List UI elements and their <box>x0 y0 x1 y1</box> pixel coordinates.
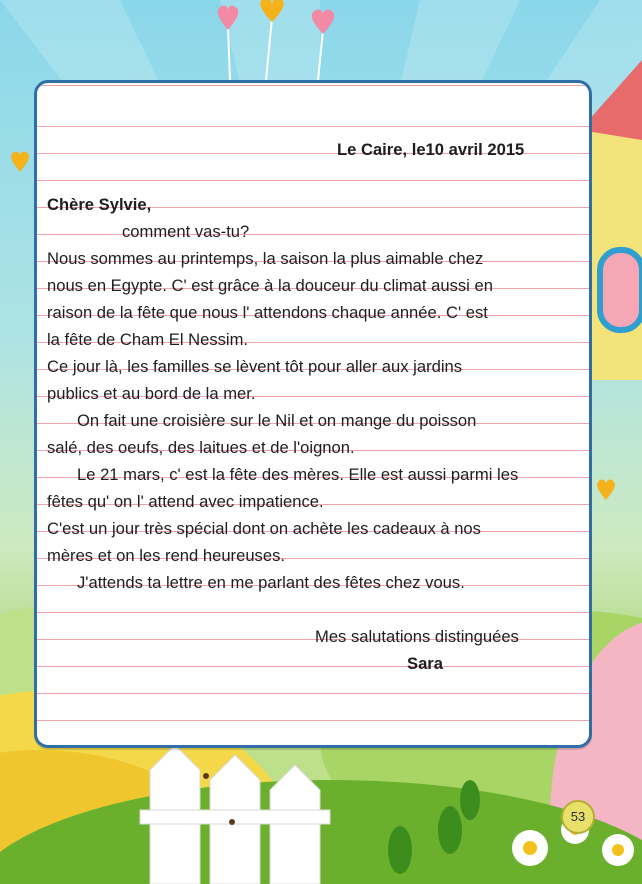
letter-line: mères et on les rend heureuses. <box>47 546 285 565</box>
letter-line: fêtes qu' on l' attend avec impatience. <box>47 492 324 511</box>
letter-line: Nous sommes au printemps, la saison la plus aimable chez <box>47 249 484 268</box>
letter-closing: Mes salutations distinguées <box>315 627 519 646</box>
letter-line: salé, des oeufs, des laitues et de l'oignon. <box>47 438 355 457</box>
letter-line: On fait une croisière sur le Nil et on mange du poisson <box>77 411 477 430</box>
letter-line: Ce jour là, les familles se lèvent tôt pour aller aux jardins <box>47 357 463 376</box>
letter-line: J'attends ta lettre en me parlant des fêtes chez vous. <box>77 573 465 592</box>
letter-date: Le Caire, le10 avril 2015 <box>337 140 525 159</box>
letter-greeting: Chère Sylvie, <box>47 195 152 214</box>
letter-line: Le 21 mars, c' est la fête des mères. Elle est aussi parmi les <box>77 465 519 484</box>
letter-line: C'est un jour très spécial dont on achète les cadeaux à nos <box>47 519 481 538</box>
letter-line: publics et au bord de la mer. <box>47 384 256 403</box>
letter-line: nous en Egypte. C' est grâce à la douceur du climat aussi en <box>47 276 493 295</box>
letter-line: raison de la fête que nous l' attendons chaque année. C' est <box>47 303 488 322</box>
letter-paper <box>34 80 592 748</box>
page-number-badge: 53 <box>561 800 595 834</box>
letter-signature: Sara <box>407 654 443 673</box>
letter-opening: comment vas-tu? <box>122 222 250 241</box>
letter-line: la fête de Cham El Nessim. <box>47 330 249 349</box>
